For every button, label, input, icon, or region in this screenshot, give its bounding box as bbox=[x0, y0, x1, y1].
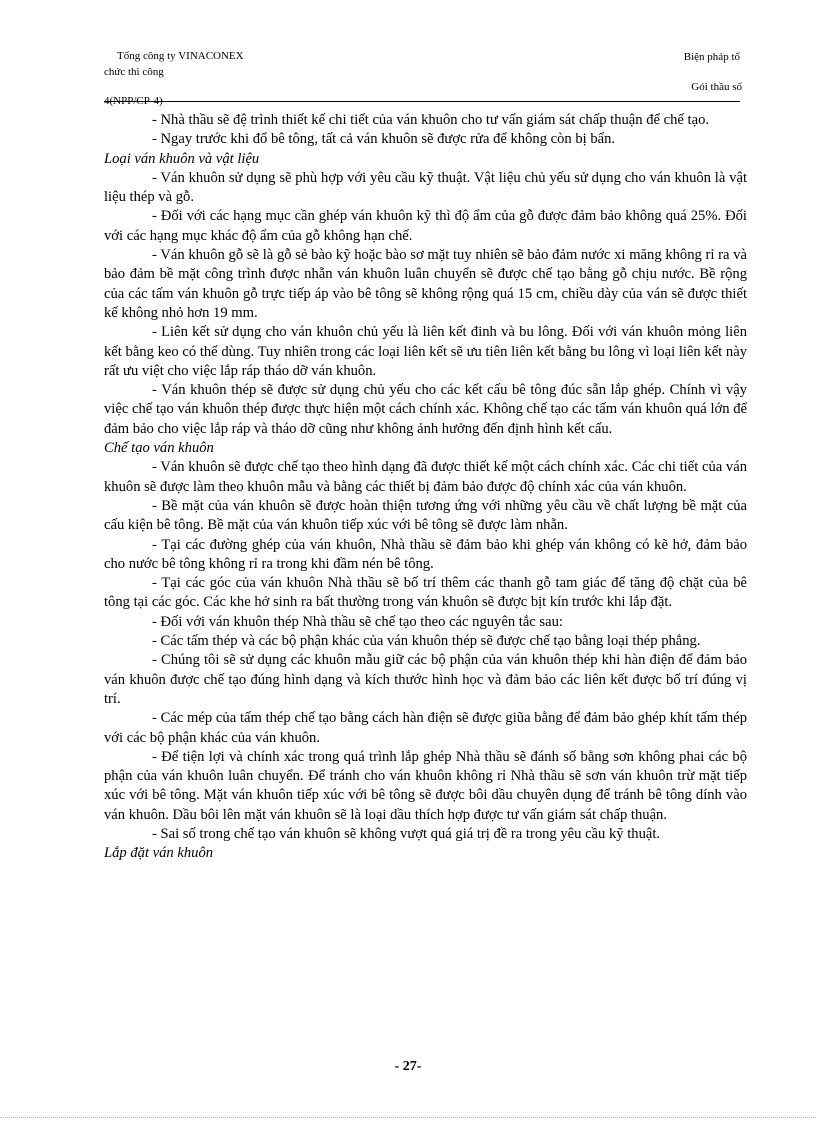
paragraph: - Ván khuôn sẽ được chế tạo theo hình dạng đã được thiết kế một cách chính xác. Các chi tiết của ván khuôn sẽ được làm theo khuôn mẫu và bằng các thiết bị đảm bảo được độ chính xác của ván khuôn. bbox=[104, 459, 747, 495]
paragraph: - Ngay trước khi đổ bê tông, tất cả ván khuôn sẽ được rửa để không còn bị bẩn. bbox=[152, 131, 616, 148]
header-package: Gói thầu số bbox=[691, 81, 742, 93]
header-left-line2: chức thi công bbox=[104, 66, 164, 78]
paragraph: - Bề mặt của ván khuôn sẽ được hoàn thiện tương ứng với những yêu cầu về chất lượng bề mặt của cấu kiện bê tông. Bề mặt của ván khuôn tiếp xúc với bê tông sẽ được làm nhẵn. bbox=[104, 497, 747, 534]
section-heading: Loại ván khuôn và vật liệu bbox=[104, 150, 260, 167]
header-title: Biện pháp tổ bbox=[683, 51, 740, 63]
paragraph: - Ván khuôn gỗ sẽ là gỗ sẻ bào kỹ hoặc bào sơ mặt tuy nhiên sẽ bảo đảm nước xi măng không rỉ ra và bảo đảm bề mặt công trình được nhẵn ván khuôn luân chuyển sẽ được chế tạo bằng gỗ chịu nước. Bề rộng của các tấm ván khuôn gỗ trực tiếp áp vào bê tông sẽ không rộng quá 15 cm, chiều dày của ván sẽ được thiết kế không nhỏ hơn 19 mm. bbox=[104, 247, 747, 321]
section-heading: Lắp đặt ván khuôn bbox=[104, 845, 214, 862]
header-company: Tổng công ty VINACONEX bbox=[117, 50, 244, 62]
paragraph: - Chúng tôi sẽ sử dụng các khuôn mẫu giữ các bộ phận của ván khuôn thép khi hàn điện để đảm bảo ván khuôn được chế tạo đúng hình dạng và kích thước hình học và đảm bảo các liên kết được bố trí đúng vị trí. bbox=[104, 652, 747, 707]
page-bottom-divider bbox=[0, 1117, 816, 1118]
paragraph: - Tại các đường ghép của ván khuôn, Nhà thầu sẽ đảm bảo khi ghép ván không có kẽ hở, đảm bảo cho nước bê tông không rỉ ra trong khi đầm nén bê tông. bbox=[104, 536, 747, 572]
header-rule bbox=[104, 101, 740, 102]
paragraph: - Các mép của tấm thép chế tạo bằng cách hàn điện sẽ được giũa bằng để đảm bảo ghép khít tấm thép với các bộ phận khác của ván khuôn. bbox=[104, 710, 747, 746]
paragraph: - Ván khuôn thép sẽ được sử dụng chủ yếu cho các kết cấu bê tông đúc sẵn lắp ghép. Chính vì vậy việc chế tạo ván khuôn thép được thực hiện một cách chính xác. Không chế tạo các tấm ván khuôn quá lớn để đảm bảo cho việc lắp ráp và tháo dỡ cũng như không ảnh hưởng đến định hình kết cấu. bbox=[104, 382, 747, 437]
paragraph: - Sai số trong chế tạo ván khuôn sẽ không vượt quá giá trị đề ra trong yêu cầu kỹ thuật. bbox=[152, 825, 661, 842]
paragraph: - Ván khuôn sử dụng sẽ phù hợp với yêu cầu kỹ thuật. Vật liệu chủ yếu sử dụng cho ván khuôn là vật liệu thép và gỗ. bbox=[104, 169, 747, 206]
paragraph: - Tại các góc của ván khuôn Nhà thầu sẽ bố trí thêm các thanh gỗ tam giác để tăng độ chặt của bê tông tại các góc. Các khe hở sinh ra bất thường trong ván khuôn sẽ được bịt kín trước khi lắp đặt. bbox=[104, 575, 747, 611]
section-heading: Chế tạo ván khuôn bbox=[104, 440, 214, 457]
paragraph: - Để tiện lợi và chính xác trong quá trình lắp ghép Nhà thầu sẽ đánh số bằng sơn không phai các bộ phận của ván khuôn luân chuyển. Để tránh cho ván khuôn không rỉ Nhà thầu sẽ sơn ván khuôn trừ mặt tiếp xúc với bê tông. Mặt ván khuôn tiếp xúc với bê tông sẽ được bôi dầu chuyên dụng để tránh bê tông dính vào ván khuôn. Dầu bôi lên mặt ván khuôn sẽ là loại dầu thích hợp được tư vấn giám sát chấp thuận. bbox=[104, 748, 747, 823]
paragraph: - Liên kết sử dụng cho ván khuôn chủ yếu là liên kết đinh và bu lông. Đối với ván khuôn mỏng liên kết bằng keo có thể dùng. Tuy nhiên trong các loại liên kết sẽ ưu tiên liên kết bằng bu lông vì loại liên kết này rất ưu việt cho việc lắp ráp tháo dỡ ván khuôn. bbox=[104, 324, 747, 379]
paragraph: - Các tấm thép và các bộ phận khác của ván khuôn thép sẽ được chế tạo bằng loại thép phẳng. bbox=[152, 633, 701, 650]
document-body bbox=[104, 111, 747, 864]
paragraph: - Nhà thầu sẽ đệ trình thiết kế chi tiết của ván khuôn cho tư vấn giám sát chấp thuận để chế tạo. bbox=[152, 112, 710, 128]
header-left-line3: 4(NPP/CP-4) bbox=[104, 95, 163, 107]
paragraph: - Đối với các hạng mục cần ghép ván khuôn kỹ thì độ ẩm của gỗ được đảm bảo không quá 25%. Đối với các hạng mục khác độ ẩm của gỗ không hạn chế. bbox=[104, 208, 747, 244]
paragraph: - Đối với ván khuôn thép Nhà thầu sẽ chế tạo theo các nguyên tắc sau: bbox=[152, 613, 563, 630]
page-number: - 27- bbox=[394, 1059, 422, 1074]
